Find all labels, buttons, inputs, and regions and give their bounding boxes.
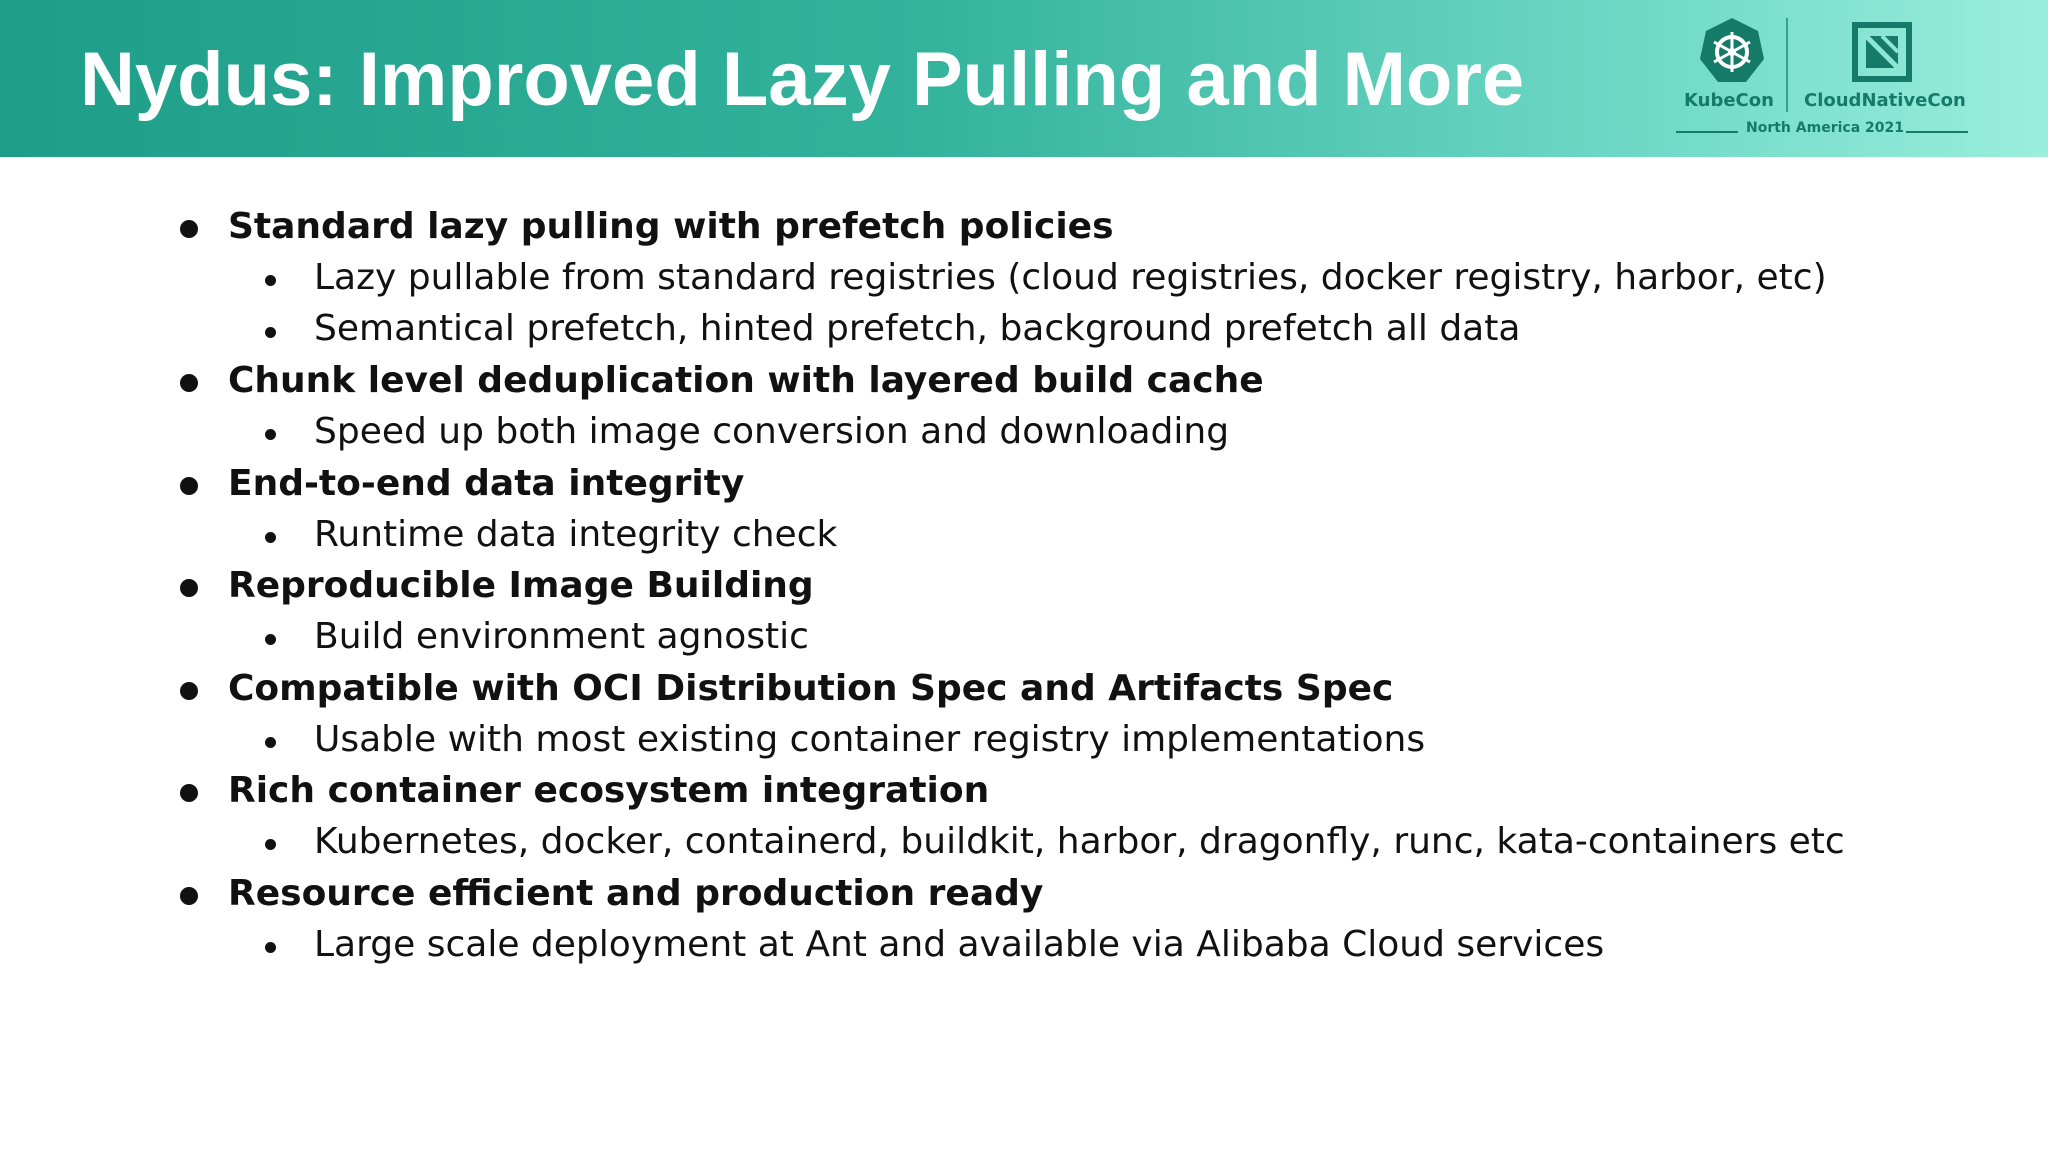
bullet-heading: Standard lazy pulling with prefetch policies <box>228 206 1114 247</box>
cloudnativecon-label: CloudNativeCon <box>1804 90 1966 111</box>
slide-title: Nydus: Improved Lazy Pulling and More <box>80 37 1525 122</box>
sub-bullet-dot <box>265 275 276 286</box>
sub-bullet-dot <box>265 839 276 850</box>
sub-bullet-item: Build environment agnostic <box>314 616 809 657</box>
event-label: North America 2021 <box>1746 120 1904 136</box>
bullet-heading: Compatible with OCI Distribution Spec and Artifacts Spec <box>228 668 1394 709</box>
sub-bullet-dot <box>265 942 276 953</box>
bullet-dot <box>180 374 198 392</box>
kubecon-label: KubeCon <box>1684 90 1774 111</box>
slide-header <box>0 0 2048 157</box>
event-rule-left <box>1676 131 1738 133</box>
sub-bullet-dot <box>265 634 276 645</box>
sub-bullet-dot <box>265 327 276 338</box>
bullet-dot <box>180 579 198 597</box>
bullet-heading: End-to-end data integrity <box>228 463 745 504</box>
sub-bullet-item: Large scale deployment at Ant and available via Alibaba Cloud services <box>314 924 1605 965</box>
bullet-dot <box>180 784 198 802</box>
sub-bullet-item: Speed up both image conversion and downloading <box>314 411 1230 452</box>
sub-bullet-item: Usable with most existing container registry implementations <box>314 719 1426 760</box>
sub-bullet-dot <box>265 532 276 543</box>
bullet-heading: Reproducible Image Building <box>228 565 814 606</box>
bullet-heading: Rich container ecosystem integration <box>228 770 990 811</box>
bullet-heading: Chunk level deduplication with layered build cache <box>228 360 1264 401</box>
sub-bullet-dot <box>265 429 276 440</box>
event-logo <box>1676 14 1976 144</box>
sub-bullet-item: Semantical prefetch, hinted prefetch, background prefetch all data <box>314 308 1521 349</box>
bullet-heading: Resource efficient and production ready <box>228 873 1044 914</box>
cloudnativecon-icon <box>1852 22 1912 82</box>
kubecon-helm-icon <box>1698 16 1766 84</box>
bullet-dot <box>180 887 198 905</box>
bullet-dot <box>180 477 198 495</box>
logo-divider <box>1786 18 1788 112</box>
sub-bullet-item: Runtime data integrity check <box>314 514 838 555</box>
sub-bullet-dot <box>265 737 276 748</box>
bullet-dot <box>180 682 198 700</box>
event-rule-right <box>1906 131 1968 133</box>
sub-bullet-item: Lazy pullable from standard registries (cloud registries, docker registry, harbor, etc) <box>314 257 1827 298</box>
bullet-dot <box>180 220 198 238</box>
sub-bullet-item: Kubernetes, docker, containerd, buildkit, harbor, dragonfly, runc, kata-containers etc <box>314 821 1845 862</box>
